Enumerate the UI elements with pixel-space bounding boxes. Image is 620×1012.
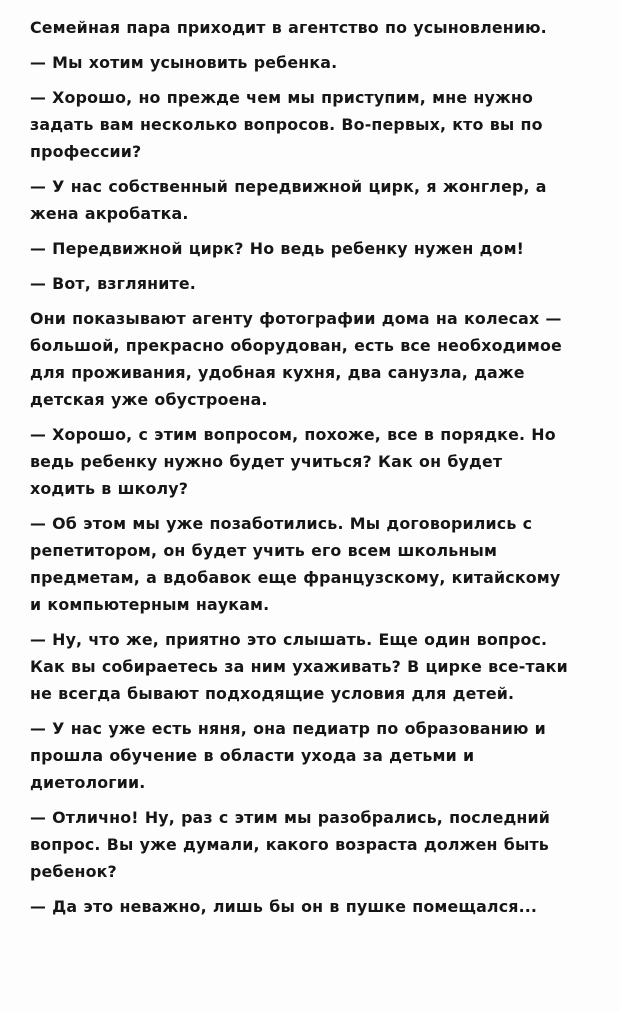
paragraph-dialogue-3: — У нас собственный передвижной цирк, я жонглер, а жена акробатка. [30,177,547,223]
paragraph-dialogue-9: — У нас уже есть няня, она педиатр по образованию и прошла обучение в области ухода за детьми и диетологии. [30,719,546,792]
paragraph-dialogue-1: — Мы хотим усыновить ребенка. [30,53,338,72]
paragraph-dialogue-7: — Об этом мы уже позаботились. Мы договорились с репетитором, он будет учить его всем школьным предметам, а вдобавок еще французскому, китайскому и компьютерным наукам. [30,514,561,614]
paragraph-narration-trailer: Они показывают агенту фотографии дома на колесах — большой, прекрасно оборудован, есть все необходимое для проживания, удобная кухня, два санузла, даже детская уже обустроена. [30,309,562,409]
paragraph-dialogue-10: — Отлично! Ну, раз с этим мы разобрались, последний вопрос. Вы уже думали, какого возраста должен быть ребенок? [30,808,551,881]
paragraph-dialogue-8: — Ну, что же, приятно это слышать. Еще один вопрос. Как вы собираетесь за ним ухаживать? В цирке все-таки не всегда бывают подходящие условия для детей. [30,630,568,703]
paragraph-dialogue-2: — Хорошо, но прежде чем мы приступим, мне нужно задать вам несколько вопросов. Во-первых, кто вы по профессии? [30,88,543,161]
paragraph-dialogue-6: — Хорошо, с этим вопросом, похоже, все в порядке. Но ведь ребенку нужно будет учиться? Как он будет ходить в школу? [30,425,556,498]
paragraph-punchline: — Да это неважно, лишь бы он в пушке помещался... [30,897,538,916]
paragraph-dialogue-4: — Передвижной цирк? Но ведь ребенку нужен дом! [30,239,525,258]
paragraph-dialogue-5: — Вот, взгляните. [30,274,196,293]
paragraph-narration-intro: Семейная пара приходит в агентство по усыновлению. [30,18,547,37]
